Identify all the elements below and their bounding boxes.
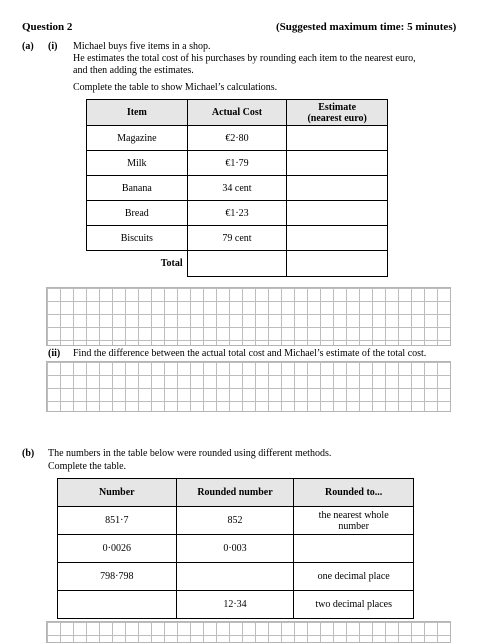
estimate-answer-cell[interactable] [287,126,388,151]
rounded-to-cell [294,507,414,535]
part-a-ii-text: Find the difference between the actual total cost and Michael’s estimate of the total cost. [73,348,427,359]
number-cell: 851·7 [58,507,177,535]
rounded-to-cell: two decimal places [294,591,414,619]
number-cell: 798·798 [58,563,177,591]
header-rounded-number: Rounded number [176,479,294,507]
actual-cost-cell: €2·80 [187,126,287,151]
actual-cost-cell: €1·23 [187,201,287,226]
header-actual-cost: Actual Cost [187,100,287,126]
answer-grid-b[interactable] [46,621,451,643]
item-cell: Magazine [87,126,188,151]
total-actual-answer-cell[interactable] [187,251,287,277]
item-cell: Biscuits [87,226,188,251]
part-a-ii-label: (ii) [48,348,61,359]
total-estimate-answer-cell[interactable] [287,251,388,277]
part-b-label: (b) [22,448,35,459]
number-cell: 0·0026 [58,535,177,563]
estimate-answer-cell[interactable] [287,176,388,201]
header-estimate-line2: (nearest euro) [307,112,367,124]
rounded-number-cell: 12·34 [176,591,294,619]
question-title: Question 2 [22,21,73,33]
actual-cost-cell: €1·79 [187,151,287,176]
answer-grid-a-ii[interactable] [46,361,451,412]
suggested-time-note: (Suggested maximum time: 5 minutes) [276,21,457,33]
cost-estimate-table [86,99,388,277]
header-estimate [287,100,388,126]
estimate-answer-cell[interactable] [287,151,388,176]
estimate-answer-cell[interactable] [287,226,388,251]
part-a-label: (a) [22,41,34,52]
total-label: Total [87,251,188,277]
rounded-number-cell: 852 [176,507,294,535]
part-a-i-line1: Michael buys five items in a shop. [73,41,211,52]
actual-cost-cell: 79 cent [187,226,287,251]
rounded-number-cell: 0·003 [176,535,294,563]
answer-grid-a-i[interactable] [46,287,451,346]
item-cell: Banana [87,176,188,201]
rounded-to-cell: one decimal place [294,563,414,591]
item-cell: Bread [87,201,188,226]
rounded-to-line2: number [338,520,369,532]
part-a-i-instruction: Complete the table to show Michael’s calculations. [73,82,278,93]
part-a-i-label: (i) [48,41,58,52]
rounded-to-answer-cell[interactable] [294,535,414,563]
header-item: Item [87,100,188,126]
actual-cost-cell: 34 cent [187,176,287,201]
header-estimate-line1: Estimate [318,101,357,113]
item-cell: Milk [87,151,188,176]
part-b-line1: The numbers in the table below were rounded using different methods. [48,448,332,459]
part-a-i-line2: He estimates the total cost of his purchases by rounding each item to the nearest euro, [73,53,416,64]
rounded-number-answer-cell[interactable] [176,563,294,591]
number-answer-cell[interactable] [58,591,177,619]
header-number: Number [58,479,177,507]
rounded-to-line1: the nearest whole [318,509,389,521]
header-rounded-to: Rounded to... [294,479,414,507]
estimate-answer-cell[interactable] [287,201,388,226]
rounding-table [57,478,414,619]
part-b-line2: Complete the table. [48,461,127,472]
part-a-i-line3: and then adding the estimates. [73,65,194,76]
